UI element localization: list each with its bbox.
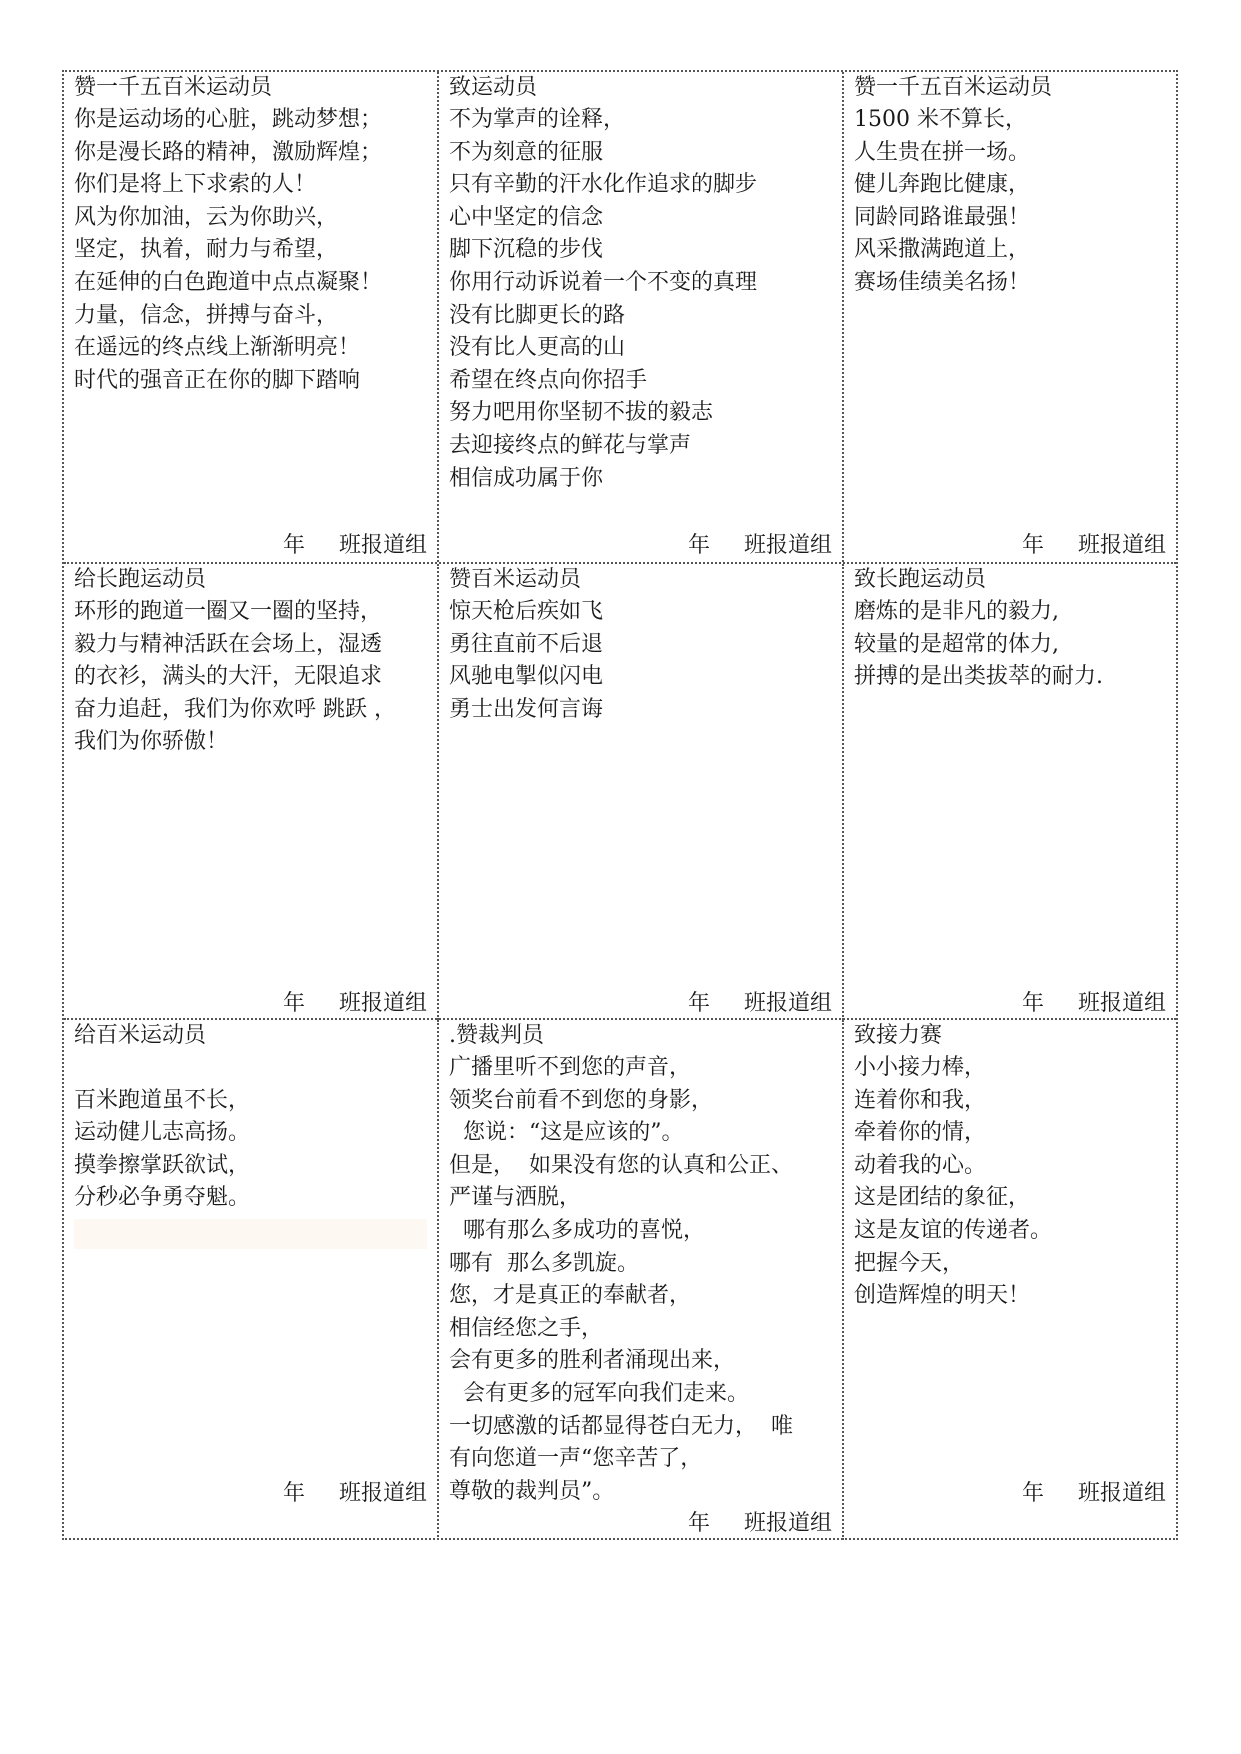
poem-line: 希望在终点向你招手 [449,367,648,393]
poem-title: 给百米运动员 [74,1023,207,1048]
poem-title: 给长跑运动员 [74,567,207,592]
signature-group: 班报道组 [743,1511,832,1536]
poem-body [449,1052,832,1508]
signature-year: 年 [1021,533,1044,558]
poem-line: 奋力追赶，我们为你欢呼 跳跃 ， [74,696,396,722]
poem-line: 没有比人更高的山 [449,335,626,361]
poem-cell [64,1020,437,1540]
signature-group: 班报道组 [743,533,832,558]
poem-line: 小小接力棒， [854,1055,987,1080]
poem-cell [842,564,1176,1020]
poem-line: 的衣衫，满头的大汗，无限追求 [74,664,383,690]
poem-line: 1500 米不算长， [854,107,1027,132]
signature [283,530,427,562]
poem-line: 分秒必争勇夺魁。 [74,1185,251,1211]
poem-line: 没有比脚更长的路 [449,302,626,328]
signature [1022,1478,1166,1510]
poem-title: 致接力赛 [854,1023,943,1048]
poem-line: 这是团结的象征， [854,1185,1031,1211]
signature-year: 年 [687,533,710,558]
poem-line: 哪有 那么多凯旋。 [449,1250,639,1276]
poem-title: 致长跑运动员 [854,567,987,592]
poem-line: 风驰电掣似闪电 [449,664,604,690]
poem-body [854,104,1166,300]
poem-line: 尊敬的裁判员”。 [449,1478,615,1504]
poem-line [74,1052,427,1085]
poem-line: 我们为你骄傲！ [74,729,229,755]
poem-body [74,104,427,397]
poem-title: .赞裁判员 [449,1023,544,1048]
poem-cell [437,72,842,562]
poem-line: 你们是将上下求索的人！ [74,172,317,198]
poem-line: 在延伸的白色跑道中点点凝聚！ [74,269,383,295]
signature [283,988,427,1020]
poem-title: 赞一千五百米运动员 [74,75,273,100]
poem-cell [437,1020,842,1540]
poem-line: 勇往直前不后退 [449,631,604,657]
poem-title: 赞百米运动员 [449,567,582,592]
poem-line: 坚定，执着，耐力与希望， [74,237,339,263]
poem-line: 力量，信念，拼搏与奋斗， [74,302,339,328]
poem-line: 会有更多的胜利者涌现出来， [449,1348,736,1374]
poem-cell [64,72,437,562]
poem-line: 相信成功属于你 [449,465,604,491]
poem-line: 会有更多的冠军向我们走来。 [449,1380,749,1406]
poem-cell [64,564,437,1020]
poem-line: 把握今天， [854,1250,965,1276]
signature-year: 年 [282,991,305,1016]
signature-group: 班报道组 [1077,1481,1166,1506]
signature [688,988,832,1020]
poem-line: 较量的是超常的体力, [854,631,1059,657]
poem-line: 运动健儿志高扬。 [74,1120,251,1146]
poem-line: 脚下沉稳的步伐 [449,237,604,263]
poem-line: 你用行动诉说着一个不变的真理 [449,269,758,295]
poem-body [449,104,832,495]
poem-cell [842,72,1176,562]
poem-line: 勇士出发何言诲 [449,696,604,722]
poem-line: 心中坚定的信念 [449,204,604,230]
highlight-band [74,1219,427,1249]
poem-line: 在遥远的终点线上渐渐明亮！ [74,335,361,361]
signature-year: 年 [687,991,710,1016]
poem-body [74,1052,427,1249]
poem-line: 动着我的心。 [854,1152,987,1178]
signature [688,1508,832,1540]
signature [1022,988,1166,1020]
poem-line: 相信经您之手， [449,1315,604,1341]
poem-line: 牵着你的情， [854,1120,987,1146]
poem-line: 您，才是真正的奉献者， [449,1283,692,1309]
poem-line: 时代的强音正在你的脚下踏响 [74,367,361,393]
signature-year: 年 [282,1481,305,1506]
poem-title: 致运动员 [449,75,538,100]
poem-line: 有向您道一声“您辛苦了， [449,1446,703,1472]
poem-line: 拼搏的是出类拔萃的耐力. [854,664,1103,690]
poem-title: 赞一千五百米运动员 [854,75,1053,100]
signature-group: 班报道组 [743,991,832,1016]
poem-line: 你是漫长路的精神，激励辉煌； [74,139,383,165]
signature [1022,530,1166,562]
poem-cell [842,1020,1176,1540]
table-row [64,562,1176,1020]
poem-body [449,596,832,726]
signature [283,1478,427,1510]
poem-line: 去迎接终点的鲜花与掌声 [449,432,692,458]
poem-line: 惊天枪后疾如飞 [449,599,604,624]
poem-line: 磨炼的是非凡的毅力, [854,599,1059,624]
poem-line: 一切感激的话都显得苍白无力， 唯 [449,1413,793,1439]
poem-line: 赛场佳绩美名扬！ [854,269,1031,295]
poem-line: 摸拳擦掌跃欲试， [74,1152,251,1178]
signature-year: 年 [687,1511,710,1536]
poem-line: 同龄同路谁最强！ [854,204,1031,230]
signature-year: 年 [282,533,305,558]
poem-line: 不为掌声的诠释， [449,107,626,132]
poem-line: 创造辉煌的明天！ [854,1283,1031,1309]
table-row [64,1018,1176,1540]
poem-line: 不为刻意的征服 [449,139,604,165]
signature-year: 年 [1021,991,1044,1016]
poem-line: 领奖台前看不到您的身影， [449,1087,714,1113]
poem-line: 健儿奔跑比健康， [854,172,1031,198]
signature-group: 班报道组 [338,533,427,558]
poem-line: 这是友谊的传递者。 [854,1217,1053,1243]
poem-line: 但是， 如果没有您的认真和公正、 [449,1152,793,1178]
poem-cell [437,564,842,1020]
poem-line: 广播里听不到您的声音， [449,1055,692,1080]
poem-line: 风采撒满跑道上， [854,237,1031,263]
signature-group: 班报道组 [1077,533,1166,558]
poem-line: 只有辛勤的汗水化作追求的脚步 [449,172,758,198]
signature [688,530,832,562]
signature-group: 班报道组 [338,1481,427,1506]
signature-group: 班报道组 [338,991,427,1016]
poem-line: 你是运动场的心脏，跳动梦想； [74,107,383,132]
poem-line: 您说：“这是应该的”。 [449,1120,684,1146]
poem-body [854,1052,1166,1313]
poem-line: 百米跑道虽不长， [74,1087,251,1113]
poem-line: 严谨与洒脱， [449,1185,582,1211]
table-row [64,72,1176,562]
poem-line: 人生贵在拼一场。 [854,139,1031,165]
poem-line: 努力吧用你坚韧不拔的毅志 [449,400,714,426]
poem-line: 哪有那么多成功的喜悦， [449,1217,705,1243]
poem-line: 连着你和我， [854,1087,987,1113]
poem-body [74,596,427,759]
poem-table [62,70,1178,1540]
signature-year: 年 [1021,1481,1044,1506]
poem-line: 风为你加油，云为你助兴， [74,204,339,230]
poem-line: 毅力与精神活跃在会场上，湿透 [74,631,383,657]
poem-line: 环形的跑道一圈又一圈的坚持， [74,599,383,624]
poem-body [854,596,1166,694]
signature-group: 班报道组 [1077,991,1166,1016]
